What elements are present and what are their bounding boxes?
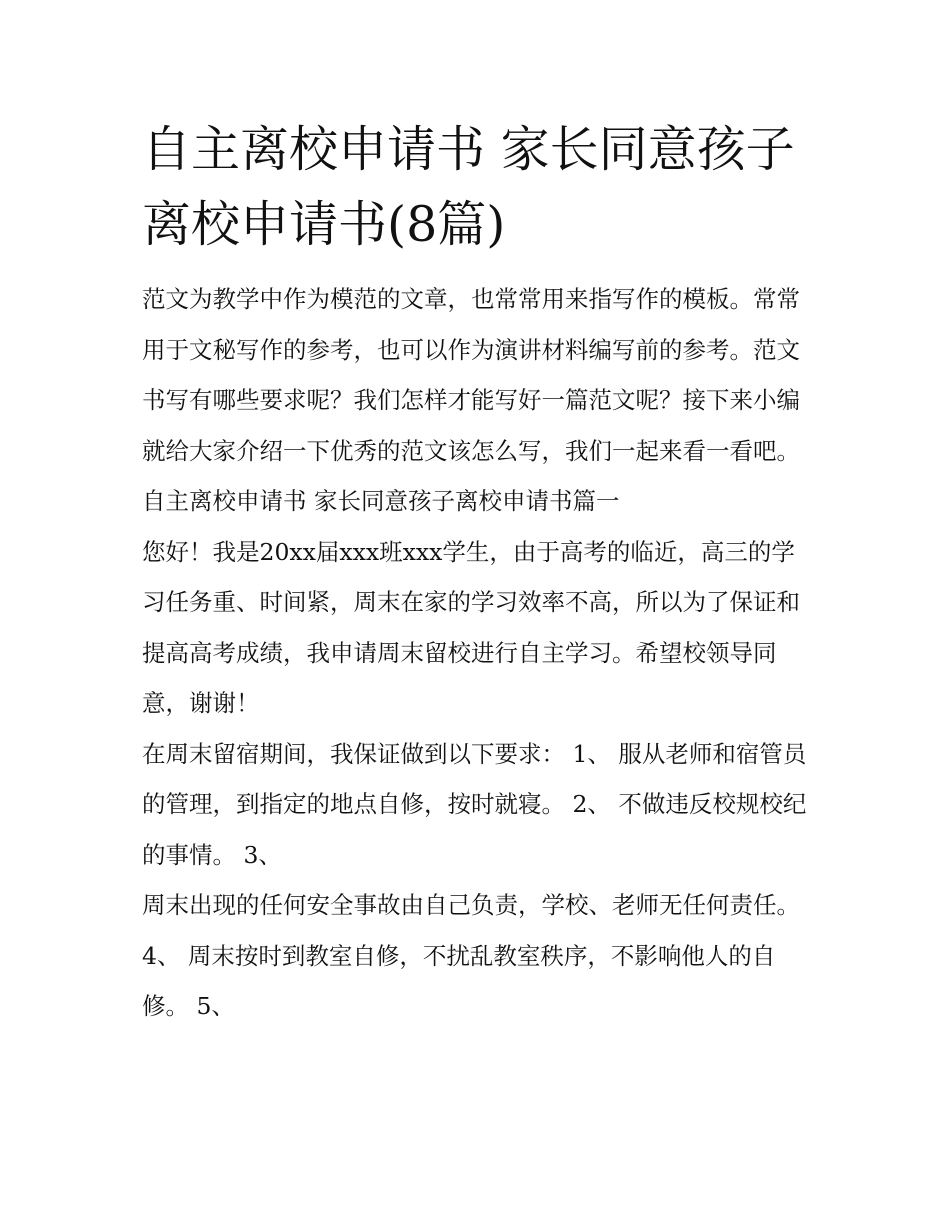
body-paragraph: 您好！我是20xx届xxx班xxx学生，由于高考的临近，高三的学习任务重、时间紧，周末在家的学习效率不高，所以为了保证和提高高考成绩，我申请周末留校进行自主学习。希望校领导同意，谢谢！	[142, 537, 800, 717]
intro-paragraph: 范文为教学中作为模范的文章，也常常用来指写作的模板。常常用于文秘写作的参考，也可以作为演讲材料编写前的参考。范文书写有哪些要求呢？我们怎样才能写好一篇范文呢？接下来小编就给大家介绍一下优秀的范文该怎么写，我们一起来看一看吧。	[142, 285, 800, 465]
body-paragraph: 在周末留宿期间，我保证做到以下要求： 1、 服从老师和宿管员的管理，到指定的地点自修，按时就寝。 2、 不做违反校规校纪的事情。 3、	[142, 739, 807, 869]
document-body	[142, 274, 814, 1032]
document-title: 自主离校申请书 家长同意孩子离校申请书(8篇)	[142, 121, 795, 253]
document-page	[142, 112, 814, 1032]
body-paragraph: 周末出现的任何安全事故由自己负责，学校、老师无任何责任。 4、 周末按时到教室自修，不扰乱教室秩序，不影响他人的自修。 5、	[142, 891, 800, 1020]
section-heading: 自主离校申请书 家长同意孩子离校申请书篇一	[142, 487, 620, 515]
